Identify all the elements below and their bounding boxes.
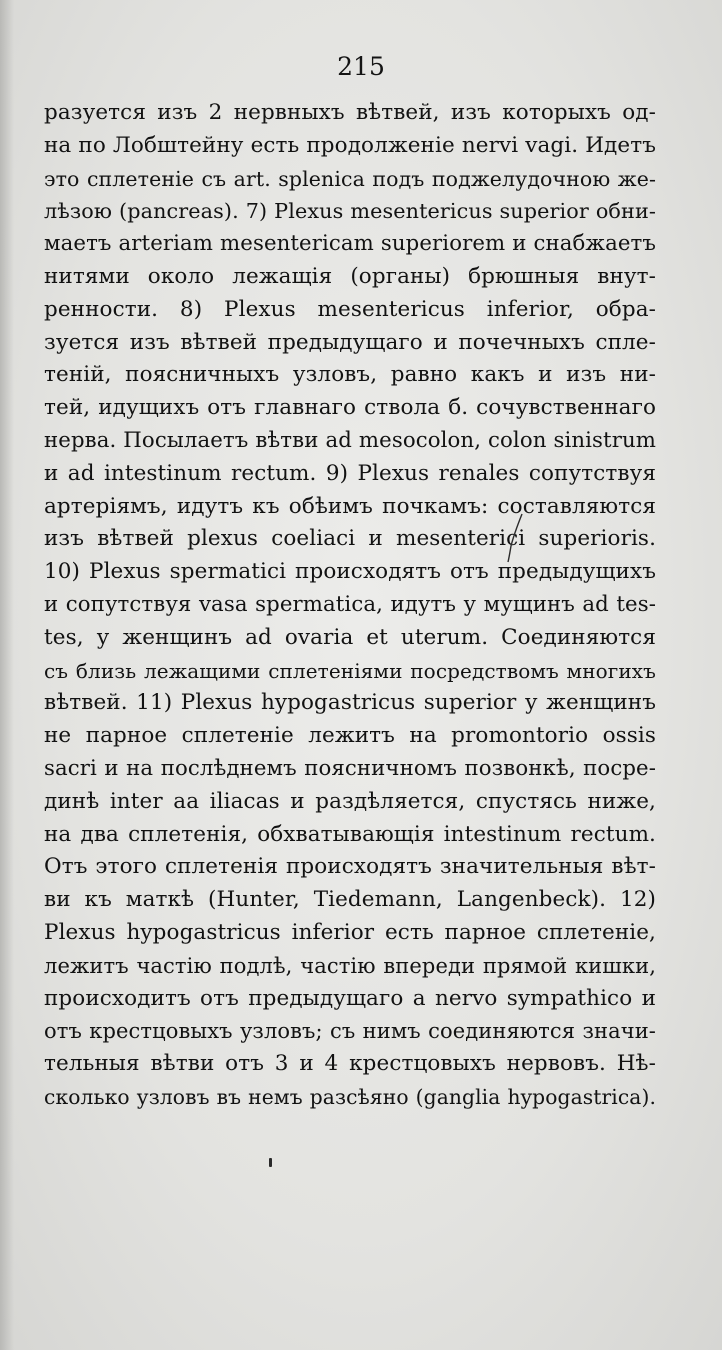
text-line: отъ крестцовыхъ узловъ; съ нимъ соединяются значи-	[44, 1019, 656, 1044]
text-line: не парное сплетеніе лежитъ на promontorio ossis	[44, 723, 656, 749]
text-line: это сплетеніе съ art. splenica подъ поджелудочною же-	[44, 166, 656, 191]
text-line: нерва. Посылаетъ вѣтви ad mesocolon, colon sinistrum	[44, 427, 656, 453]
text-line: теній, поясничныхъ узловъ, равно какъ и изъ ни-	[44, 362, 656, 388]
body-text	[44, 97, 656, 1114]
text-line: съ близь лежащими сплетеніями посредствомъ многихъ	[44, 658, 656, 683]
text-line: tes, у женщинъ ad ovaria et uterum. Соединяются	[44, 624, 656, 650]
text-line: и сопутствуя vasa spermatica, идутъ у мущинъ ad tes-	[44, 591, 656, 617]
text-line: на по Лобштейну есть продолженіе nervi vagi. Идетъ	[44, 132, 656, 158]
text-line: и ad intestinum rectum. 9) Plexus renales сопутствуя	[44, 460, 656, 486]
text-line: зуется изъ вѣтвей предыдущаго и почечныхъ спле-	[44, 329, 656, 355]
text-line: нитями около лежащія (органы) брюшныя внут-	[44, 263, 656, 289]
text-line: лѣзою (pancreas). 7) Plexus mesentericus superior обни-	[44, 199, 656, 224]
text-line: Plexus hypogastricus inferior есть парное сплетеніе,	[44, 919, 656, 945]
text-line: ви къ маткѣ (Hunter, Tiedemann, Langenbeck). 12)	[44, 887, 656, 913]
ink-speck	[269, 1158, 272, 1167]
text-line: ренности. 8) Plexus mesentericus inferior, обра-	[44, 296, 656, 322]
pencil-mark	[505, 512, 527, 564]
page-number: 215	[337, 52, 385, 81]
text-line: разуется изъ 2 нервныхъ вѣтвей, изъ которыхъ од-	[44, 100, 656, 125]
text-line: происходитъ отъ предыдущаго a nervo sympathico и	[44, 985, 656, 1011]
text-line: Отъ этого сплетенія происходятъ значительныя вѣт-	[44, 854, 656, 880]
text-line: артеріямъ, идутъ къ обѣимъ почкамъ: составляются	[44, 493, 656, 519]
text-line: сколько узловъ въ немъ разсѣяно (gangliа hypogastrica).	[44, 1084, 656, 1109]
text-line: лежитъ частію подлѣ, частію впереди прямой кишки,	[44, 953, 656, 978]
text-line: динѣ inter aa iliacas и раздѣляется, спустясь ниже,	[44, 788, 656, 814]
text-line: на два сплетенія, обхватывающія intestinum rectum.	[44, 821, 656, 847]
text-line: вѣтвей. 11) Plexus hypogastricus superior у женщинъ	[44, 690, 656, 716]
text-line: тей, идущихъ отъ главнаго ствола б. сочувственнаго	[44, 395, 656, 421]
text-line: изъ вѣтвей plexus coeliaci и mesenterici superioris.	[44, 526, 656, 552]
text-line: sacri и на послѣднемъ поясничномъ позвонкѣ, посре-	[44, 755, 656, 781]
gutter-shadow	[0, 0, 14, 1350]
text-line: маетъ arteriam mesentericam superiorem и снабжаетъ	[44, 231, 656, 257]
text-line: 10) Plexus spermatici происходятъ отъ предыдущихъ	[44, 559, 656, 585]
text-line: тельныя вѣтви отъ 3 и 4 крестцовыхъ нервовъ. Нѣ-	[44, 1051, 656, 1077]
